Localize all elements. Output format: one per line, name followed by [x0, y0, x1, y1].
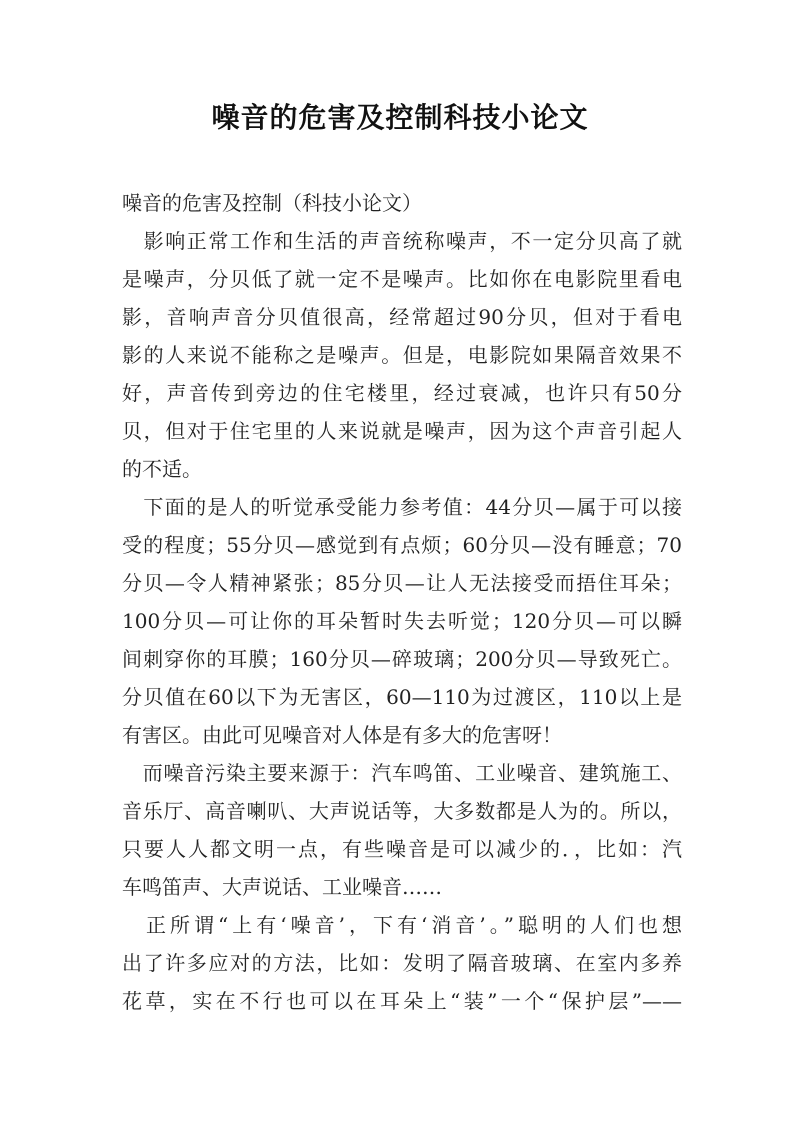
paragraph-1-line: 影，音响声音分贝值很高，经常超过90分贝，但对于看电 — [122, 305, 682, 329]
paragraph-2-line: 有害区。由此可见噪音对人体是有多大的危害呀！ — [122, 723, 562, 747]
paragraph-1-line: 影响正常工作和生活的声音统称噪声，不一定分贝高了就 — [122, 229, 682, 253]
paragraph-2-line: 分贝值在60以下为无害区，60—110为过渡区，110以上是 — [122, 685, 682, 709]
subtitle-line: 噪音的危害及控制（科技小论文） — [122, 191, 422, 215]
paragraph-2-line: 受的程度；55分贝—感觉到有点烦；60分贝—没有睡意；70 — [122, 533, 682, 557]
paragraph-1-line: 影的人来说不能称之是噪声。但是，电影院如果隔音效果不 — [122, 343, 682, 367]
paragraph-2-line: 100分贝—可让你的耳朵暂时失去听觉；120分贝—可以瞬 — [122, 609, 682, 633]
paragraph-4-line: 出了许多应对的方法，比如：发明了隔音玻璃、在室内多养 — [122, 951, 682, 975]
paragraph-2-line: 下面的是人的听觉承受能力参考值：44分贝—属于可以接 — [122, 495, 682, 519]
paragraph-4-line: 花草，实在不行也可以在耳朵上“装”一个“保护层”—— — [122, 989, 682, 1013]
paragraph-3-line: 只要人人都文明一点，有些噪音是可以减少的．，比如：汽 — [122, 837, 682, 861]
paragraph-4-line: 正所谓“上有‘噪音’，下有‘消音’。”聪明的人们也想 — [122, 913, 682, 937]
paragraph-3-line: 而噪音污染主要来源于：汽车鸣笛、工业噪音、建筑施工、 — [122, 761, 682, 785]
document-title: 噪音的危害及控制科技小论文 — [211, 101, 589, 134]
paragraph-1-line: 贝，但对于住宅里的人来说就是噪声，因为这个声音引起人 — [122, 419, 682, 443]
paragraph-2-line: 分贝—令人精神紧张；85分贝—让人无法接受而捂住耳朵； — [122, 571, 682, 595]
document-body — [122, 184, 682, 1020]
paragraph-1-line: 的不适。 — [122, 457, 202, 481]
paragraph-3-line: 音乐厅、高音喇叭、大声说话等，大多数都是人为的。所以， — [122, 799, 682, 823]
paragraph-3-line: 车鸣笛声、大声说话、工业噪音…… — [122, 875, 442, 899]
paragraph-2-line: 间刺穿你的耳膜；160分贝—碎玻璃；200分贝—导致死亡。 — [122, 647, 682, 671]
paragraph-1-line: 好，声音传到旁边的住宅楼里，经过衰减，也许只有50分 — [122, 381, 682, 405]
paragraph-1-line: 是噪声，分贝低了就一定不是噪声。比如你在电影院里看电 — [122, 267, 682, 291]
